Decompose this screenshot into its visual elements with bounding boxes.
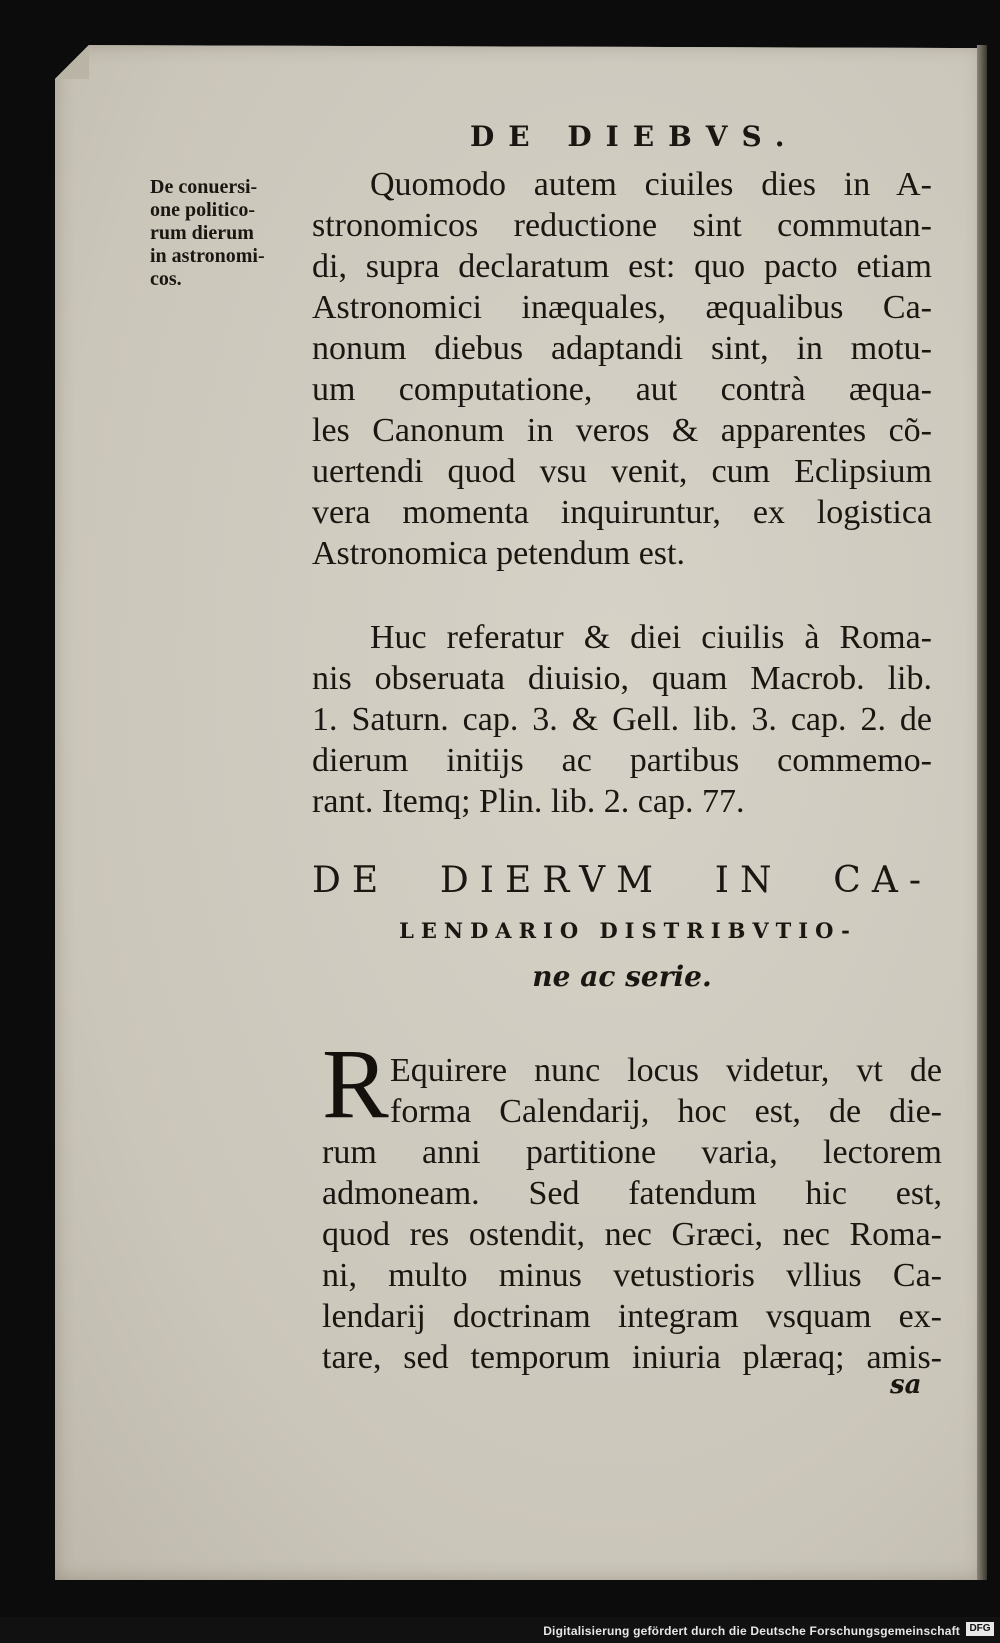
text-line: 1. Saturn. cap. 3. & Gell. lib. 3. cap. 2. de bbox=[312, 701, 932, 738]
text-line: vera momenta inquiruntur, ex logistica bbox=[312, 494, 932, 531]
section-heading: DE DIERVM IN CA- bbox=[312, 860, 932, 901]
text-line: di, supra declaratum est: quo pacto etiam bbox=[312, 248, 932, 285]
text-line: nonum diebus adaptandi sint, in motu- bbox=[312, 330, 932, 367]
text-line: Equirere nunc locus videtur, vt de bbox=[390, 1052, 942, 1089]
text-line: dierum initijs ac partibus commemo- bbox=[312, 742, 932, 779]
section-heading-line-2: LENDARIO DISTRIBVTIO- bbox=[399, 918, 857, 943]
section-heading-line-3: ne ac serie. bbox=[532, 960, 712, 993]
catchword: sa bbox=[890, 1370, 922, 1400]
margin-note-line: De conuersi- bbox=[150, 176, 258, 198]
text-line: rum anni partitione varia, lectorem bbox=[322, 1134, 942, 1171]
margin-note-line: in astronomi- bbox=[150, 245, 265, 267]
text-line: Huc referatur & diei ciuilis à Roma- bbox=[370, 619, 932, 656]
text-line: um computatione, aut contrà æqua- bbox=[312, 371, 932, 408]
text-line: Quomodo autem ciuiles dies in A- bbox=[370, 166, 932, 203]
text-line: admoneam. Sed fatendum hic est, bbox=[322, 1175, 942, 1212]
text-line: uertendi quod vsu venit, cum Eclipsium bbox=[312, 453, 932, 490]
footer-credit: Digitalisierung gefördert durch die Deutsche Forschungsgemeinschaft bbox=[543, 1624, 960, 1638]
paragraph-2 bbox=[312, 617, 932, 822]
page-edge bbox=[977, 45, 987, 1580]
running-head: DE DIEBVS. bbox=[470, 120, 799, 153]
text-line: tare, sed temporum iniuria plæraq; amis- bbox=[322, 1339, 942, 1376]
text-line: nis obseruata diuisio, quam Macrob. lib. bbox=[312, 660, 932, 697]
paragraph-3 bbox=[322, 1050, 942, 1378]
text-line: rant. Itemq; Plin. lib. 2. cap. 77. bbox=[312, 783, 745, 820]
text-line: ni, multo minus vetustioris vllius Ca- bbox=[322, 1257, 942, 1294]
text-line: les Canonum in veros & apparentes cõ- bbox=[312, 412, 932, 449]
margin-note bbox=[150, 176, 310, 291]
corner-fold bbox=[55, 45, 89, 79]
text-line: stronomicos reductione sint commutan- bbox=[312, 207, 932, 244]
text-line: Astronomici inæquales, æqualibus Ca- bbox=[312, 289, 932, 326]
text-line: quod res ostendit, nec Græci, nec Roma- bbox=[322, 1216, 942, 1253]
drop-cap: R bbox=[322, 1028, 389, 1139]
paragraph-1 bbox=[312, 164, 932, 574]
dfg-logo: DFG bbox=[966, 1622, 994, 1636]
margin-note-line: cos. bbox=[150, 268, 182, 290]
margin-note-line: rum dierum bbox=[150, 222, 254, 244]
text-line: forma Calendarij, hoc est, de die- bbox=[390, 1093, 942, 1130]
margin-note-line: one politico- bbox=[150, 199, 255, 221]
text-line: Astronomica petendum est. bbox=[312, 535, 685, 572]
text-line: lendarij doctrinam integram vsquam ex- bbox=[322, 1298, 942, 1335]
